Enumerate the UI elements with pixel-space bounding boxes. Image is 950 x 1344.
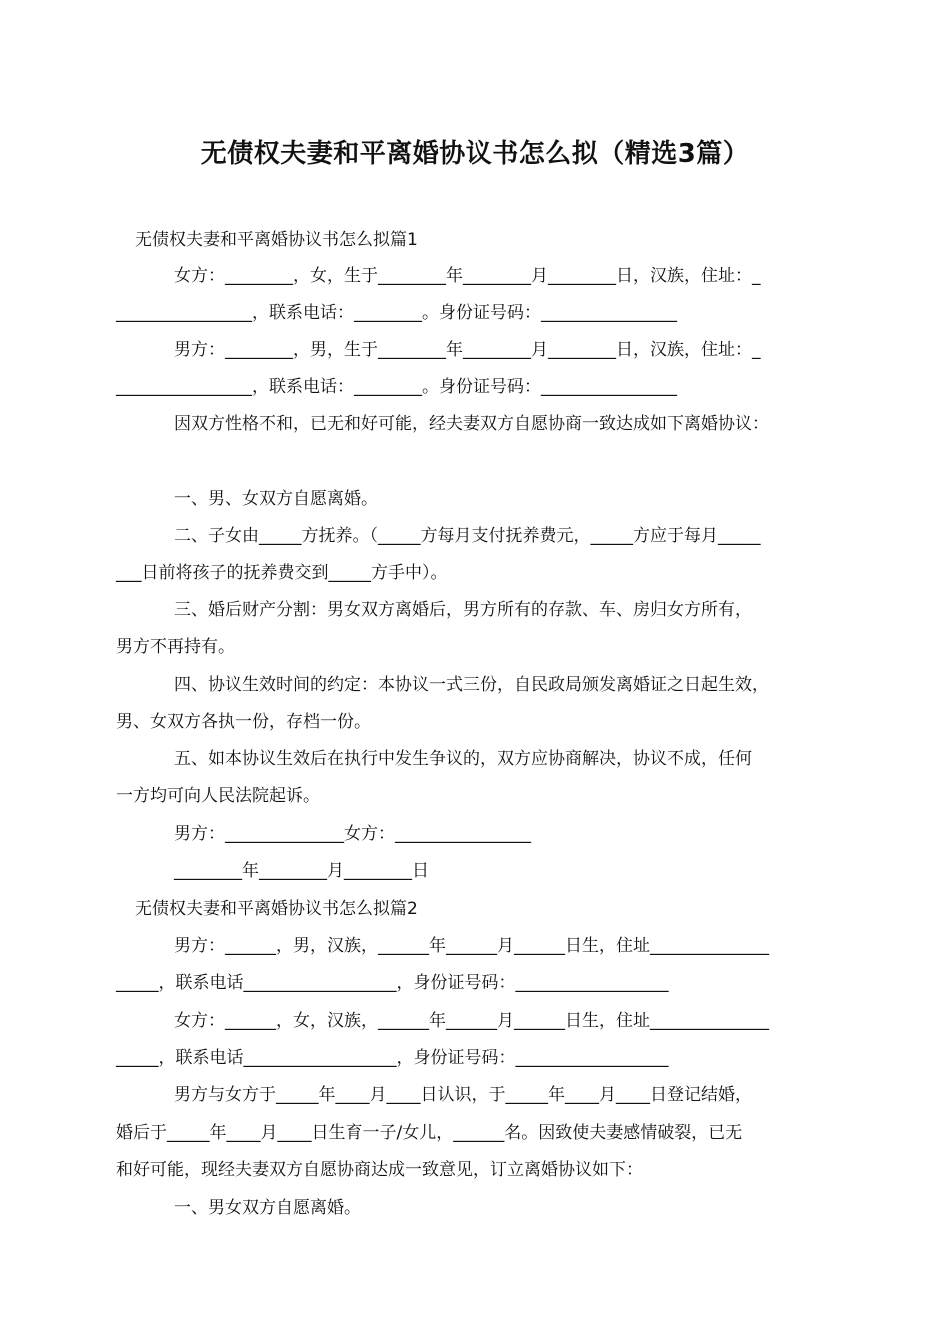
text-line: ________________，联系电话：________。身份证号码：________________ bbox=[116, 377, 677, 397]
section-heading-2: 无债权夫妻和平离婚协议书怎么拟篇2 bbox=[135, 899, 418, 919]
section-heading-1: 无债权夫妻和平离婚协议书怎么拟篇1 bbox=[135, 230, 418, 250]
text-line: 和好可能，现经夫妻双方自愿协商达成一致意见，订立离婚协议如下： bbox=[116, 1160, 643, 1180]
clause-line: 三、婚后财产分割：男女双方离婚后，男方所有的存款、车、房归女方所有， bbox=[174, 600, 752, 620]
document-title: 无债权夫妻和平离婚协议书怎么拟（精选3篇） bbox=[200, 139, 750, 169]
text-line: 男方：______，男，汉族，______年______月______日生，住址______________ bbox=[174, 936, 769, 956]
clause-line: 一方均可向人民法院起诉。 bbox=[116, 786, 320, 806]
clause-line: 二、子女由_____方抚养。（_____方每月支付抚养费元，_____方应于每月_____ bbox=[174, 526, 761, 546]
clause-line: ___日前将孩子的抚养费交到_____方手中）。 bbox=[116, 563, 448, 583]
clause-line: 男方不再持有。 bbox=[116, 637, 235, 657]
text-line: 女方：________，女，生于________年________月________日，汉族，住址：_ bbox=[174, 266, 761, 286]
text-line: 婚后于_____年____月____日生育一子/女儿，______名。因致使夫妻感情破裂，已无 bbox=[116, 1123, 743, 1143]
text-line: 男方：________，男，生于________年________月________日，汉族，住址：_ bbox=[174, 340, 761, 360]
text-line: 女方：______，女，汉族，______年______月______日生，住址______________ bbox=[174, 1011, 769, 1031]
text-line: _____，联系电话__________________，身份证号码：__________________ bbox=[116, 1048, 669, 1068]
date-line: ________年________月________日 bbox=[174, 861, 429, 881]
text-line: 因双方性格不和，已无和好可能，经夫妻双方自愿协商一致达成如下离婚协议： bbox=[174, 414, 769, 434]
clause-line: 四、协议生效时间的约定：本协议一式三份，自民政局颁发离婚证之日起生效， bbox=[174, 675, 769, 695]
clause-line: 一、男、女双方自愿离婚。 bbox=[174, 489, 378, 509]
text-line: _____，联系电话__________________，身份证号码：__________________ bbox=[116, 973, 669, 993]
clause-line: 五、如本协议生效后在执行中发生争议的，双方应协商解决，协议不成，任何 bbox=[174, 749, 752, 769]
text-line: ________________，联系电话：________。身份证号码：________________ bbox=[116, 303, 677, 323]
clause-line: 男、女双方各执一份，存档一份。 bbox=[116, 712, 371, 732]
clause-line: 一、男女双方自愿离婚。 bbox=[174, 1198, 361, 1218]
signature-line: 男方：______________女方：________________ bbox=[174, 824, 531, 844]
text-line: 男方与女方于_____年____月____日认识，于_____年____月____日登记结婚， bbox=[174, 1085, 752, 1105]
